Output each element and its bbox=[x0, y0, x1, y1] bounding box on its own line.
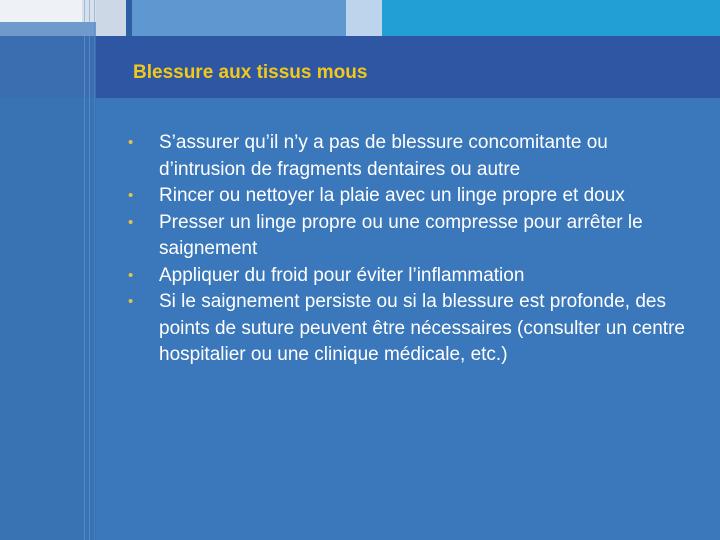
band-segment bbox=[96, 0, 126, 36]
bullet-text: Si le saignement persiste ou si la blessure est profonde, des points de suture peuvent être nécessaires (consulter un centre hospitalier ou une clinique médicale, etc.) bbox=[159, 291, 685, 365]
bullet-item bbox=[128, 289, 688, 369]
bullet-item bbox=[128, 210, 688, 263]
decorative-vertical-line bbox=[84, 0, 85, 540]
bullet-icon: • bbox=[128, 293, 134, 310]
bullet-icon: • bbox=[128, 213, 134, 231]
bullet-list bbox=[128, 130, 688, 369]
decorative-vertical-line bbox=[94, 0, 95, 540]
title-bar-left-panel bbox=[0, 36, 96, 98]
band-segment bbox=[382, 0, 720, 36]
bullet-text: Presser un linge propre ou une compresse pour arrêter le saignement bbox=[159, 211, 643, 259]
band-segment bbox=[346, 0, 382, 36]
bullet-icon: • bbox=[128, 187, 134, 204]
left-decor-light bbox=[0, 22, 96, 36]
decorative-vertical-line bbox=[89, 0, 90, 540]
top-decorative-band bbox=[0, 0, 720, 36]
slide-body bbox=[128, 130, 688, 369]
slide-title: Blessure aux tissus mous bbox=[133, 62, 368, 83]
bullet-icon: • bbox=[128, 266, 134, 284]
left-decor-strip bbox=[0, 36, 96, 540]
bullet-text: Rincer ou nettoyer la plaie avec un linge propre et doux bbox=[159, 185, 625, 206]
bullet-item bbox=[128, 263, 688, 290]
bullet-text: Appliquer du froid pour éviter l’inflammation bbox=[159, 264, 525, 286]
bullet-icon: • bbox=[128, 134, 134, 151]
bullet-item bbox=[128, 130, 688, 183]
bullet-item bbox=[128, 183, 688, 210]
bullet-text: S’assurer qu’il n’y a pas de blessure concomitante ou d’intrusion de fragments dentaires ou autre bbox=[159, 132, 608, 180]
band-segment bbox=[132, 0, 346, 36]
